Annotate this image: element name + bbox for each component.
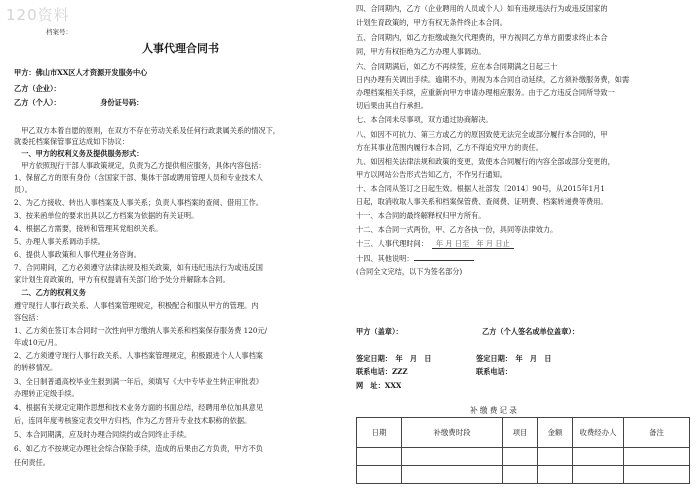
text-line: 甲方以网站公告形式告知乙方，不作另行通知。 (356, 170, 507, 179)
text-line: 家计划生育政策的，甲方有权提请有关部门给予处分并解除本合同。 (14, 275, 230, 284)
text-line: 就委托档案保管事宜达成如下协议： (14, 137, 130, 146)
header-period: 补缴费时段 (402, 418, 503, 448)
table-cell (402, 448, 503, 466)
agency-period-label: 十三、人事代理时间： (356, 239, 428, 248)
table-cell (503, 466, 538, 484)
page-title: 人事代理合同书 (142, 42, 219, 55)
text-line: 切后果由其自行承担。 (356, 101, 428, 110)
text-line: 后，连同年度考核鉴定表交甲方归档，作为乙方晋升专业技术职称的依据。 (14, 416, 252, 425)
text-line: 1、乙方须在签订本合同时一次性向甲方缴纳人事关系和档案保存服务费 120元/ (14, 326, 268, 335)
party-a-phone: 联系电话：ZZZ (356, 367, 408, 376)
text-line: 5、本合同期满，应及时办理合同续约或合同终止手续。 (14, 430, 192, 439)
party-b-company-line: 乙方（企业）： (14, 84, 61, 93)
header-remarks: 备注 (624, 418, 690, 448)
party-a-website: 网 址：XXX (356, 381, 402, 390)
other-notes-blank (414, 253, 474, 261)
header-amount: 金额 (538, 418, 573, 448)
archive-number-label: 档案号： (46, 28, 72, 36)
header-date: 日期 (357, 418, 402, 448)
table-cell (538, 448, 573, 466)
table-cell (624, 448, 690, 466)
table-cell (538, 466, 573, 484)
text-line: 办理转正定级手续。 (14, 389, 79, 398)
other-notes-row (356, 253, 474, 263)
text-line: 2、为乙方接收、转出人事档案及人事关系；负责人事档案的查阅、借用工作。 (14, 198, 263, 207)
text-line: 员）。 (14, 185, 32, 194)
text-line: 十、本合同从签订之日起生效。根据人社部发〔2014〕90号，从2015年1月1 (356, 184, 605, 193)
agency-period-row (356, 239, 514, 249)
table-cell (573, 466, 624, 484)
text-line: 办理档案相关手续，应重新向甲方申请办理相应服务。由于乙方违反合同所导致一 (356, 88, 615, 97)
text-line: 4、根据乙方需要，接转和管理其党组织关系。 (14, 224, 163, 233)
watermark: 120资料 (6, 6, 70, 24)
text-line: 日内办理有关调出手续。逾期不办，则视为本合同自动延续，乙方须补缴服务费，如需 (356, 75, 630, 84)
text-line: 方在其事业范围内履行本合同，乙方不得追究甲方的责任。 (356, 143, 543, 152)
text-line: 十二、本合同一式两份，甲、乙方各执一份，具同等法律效力。 (356, 225, 558, 234)
text-line: 6、提供人事政策和人事代理业务咨询。 (14, 250, 141, 259)
table-cell (503, 448, 538, 466)
text-line: 九、如因相关法律法规和政策的变更，致使本合同履行的内容全部或部分变更的， (356, 157, 615, 166)
table-row (357, 448, 690, 466)
text-line: 7、合同期间，乙方必须遵守法律法规及相关政策，如有违纪违法行为或违反国 (14, 263, 263, 272)
party-a-line: 甲方：佛山市XX区人才资源开发服务中心 (14, 68, 148, 77)
table-cell (357, 448, 402, 466)
text-line: 4、根据有关规定定期作思想和技术业务方面的书面总结，经聘用单位加具意见 (14, 403, 263, 412)
party-a-seal: 甲方（盖章）： (356, 327, 403, 336)
section-heading: 二、乙方的权利义务 (14, 288, 86, 297)
party-b-phone: 联系电话： (476, 367, 512, 376)
payment-record-table (356, 417, 690, 484)
table-row (357, 466, 690, 484)
record-title: 补缴费记录 (470, 406, 519, 415)
text-line: 1、保留乙方的原有身份（含国家干部、集体干部或聘用管理人员和专业技术人 (14, 173, 263, 182)
table-cell (357, 466, 402, 484)
text-line: 计划生育政策的，甲方有权无条件终止本合同。 (356, 18, 507, 27)
text-line: 2、乙方须遵守现行人事行政关系、人事档案管理规定，积极跟进个人人事档案 (14, 351, 263, 360)
text-line: 十一、本合同的最终解释权归甲方所有。 (356, 211, 486, 220)
text-line: 日起，取消收取人事关系和档案保管费、查阅费、证明费、档案转递费等费用。 (356, 197, 608, 206)
text-line: 3、全日制普通高校毕业生报到满一年后，须填写《大中专毕业生转正审批表》 (14, 377, 263, 386)
text-line: 四、合同期内，乙方（企业聘用的人员或个人）如有违规违法行为或违反国家的 (356, 4, 608, 13)
text-line: 六、合同期满后，如乙方不再续签，应在本合同期满之日起三十 (356, 62, 558, 71)
table-cell (573, 448, 624, 466)
text-line: 五、合同期内，如乙方拒缴或拖欠代理费的，甲方视同乙方单方面要求终止本合 (356, 33, 608, 42)
table-header-row (357, 418, 690, 448)
table-cell (624, 466, 690, 484)
text-line: 甲乙双方本着自愿的原则，在双方不存在劳动关系及任何行政隶属关系的情况下， (14, 126, 280, 135)
text-line: 5、办理人事关系调动手续。 (14, 237, 105, 246)
signature-intro: (合同全文完结，以下为签名部分) (356, 267, 463, 276)
text-line: 遵守现行人事行政关系、人事档案管理规定，积极配合和服从甲方的管理。内 (14, 301, 259, 310)
text-line: 6、如乙方不按规定办理社会综合保险手续，造成的后果由乙方负责，甲方不负 (14, 444, 263, 453)
text-line: 3、按来函单位的要求出具以乙方档案为依据的有关证明。 (14, 211, 199, 220)
text-line: 八、如因不可抗力、第三方或乙方的原因致使无法完全或部分履行本合同的，甲 (356, 130, 608, 139)
text-line: 七、本合同未尽事项，双方通过协商解决。 (356, 115, 493, 124)
party-b-person-line: 乙方（个人）： 身份证号码： (14, 98, 144, 107)
other-notes-label: 十四、其他说明： (356, 254, 414, 263)
text-line: 容包括： (14, 313, 43, 322)
table-cell (402, 466, 503, 484)
party-a-date: 签定日期： 年 月 日 (356, 354, 432, 363)
text-line: 同，甲方有权拒绝为乙方办理人事调动。 (356, 47, 486, 56)
header-item: 项目 (503, 418, 538, 448)
agency-period-value: 年 月 日至 年 月 日止 (432, 239, 514, 249)
text-line: 年或10元/月。 (14, 338, 62, 347)
text-line: 任何责任。 (14, 458, 50, 467)
text-line: 的转移情况。 (14, 363, 58, 372)
section-heading: 一、甲方的权利义务及提供服务形式： (14, 149, 144, 158)
party-b-date: 签定日期： 年 月 日 (476, 354, 552, 363)
header-handler: 收费经办人 (573, 418, 624, 448)
party-b-seal: 乙方（个人签名或单位盖章）： (482, 327, 580, 336)
text-line: 甲方依照现行干部人事政策规定，负责为乙方提供相应服务，具体内容包括： (14, 161, 266, 170)
